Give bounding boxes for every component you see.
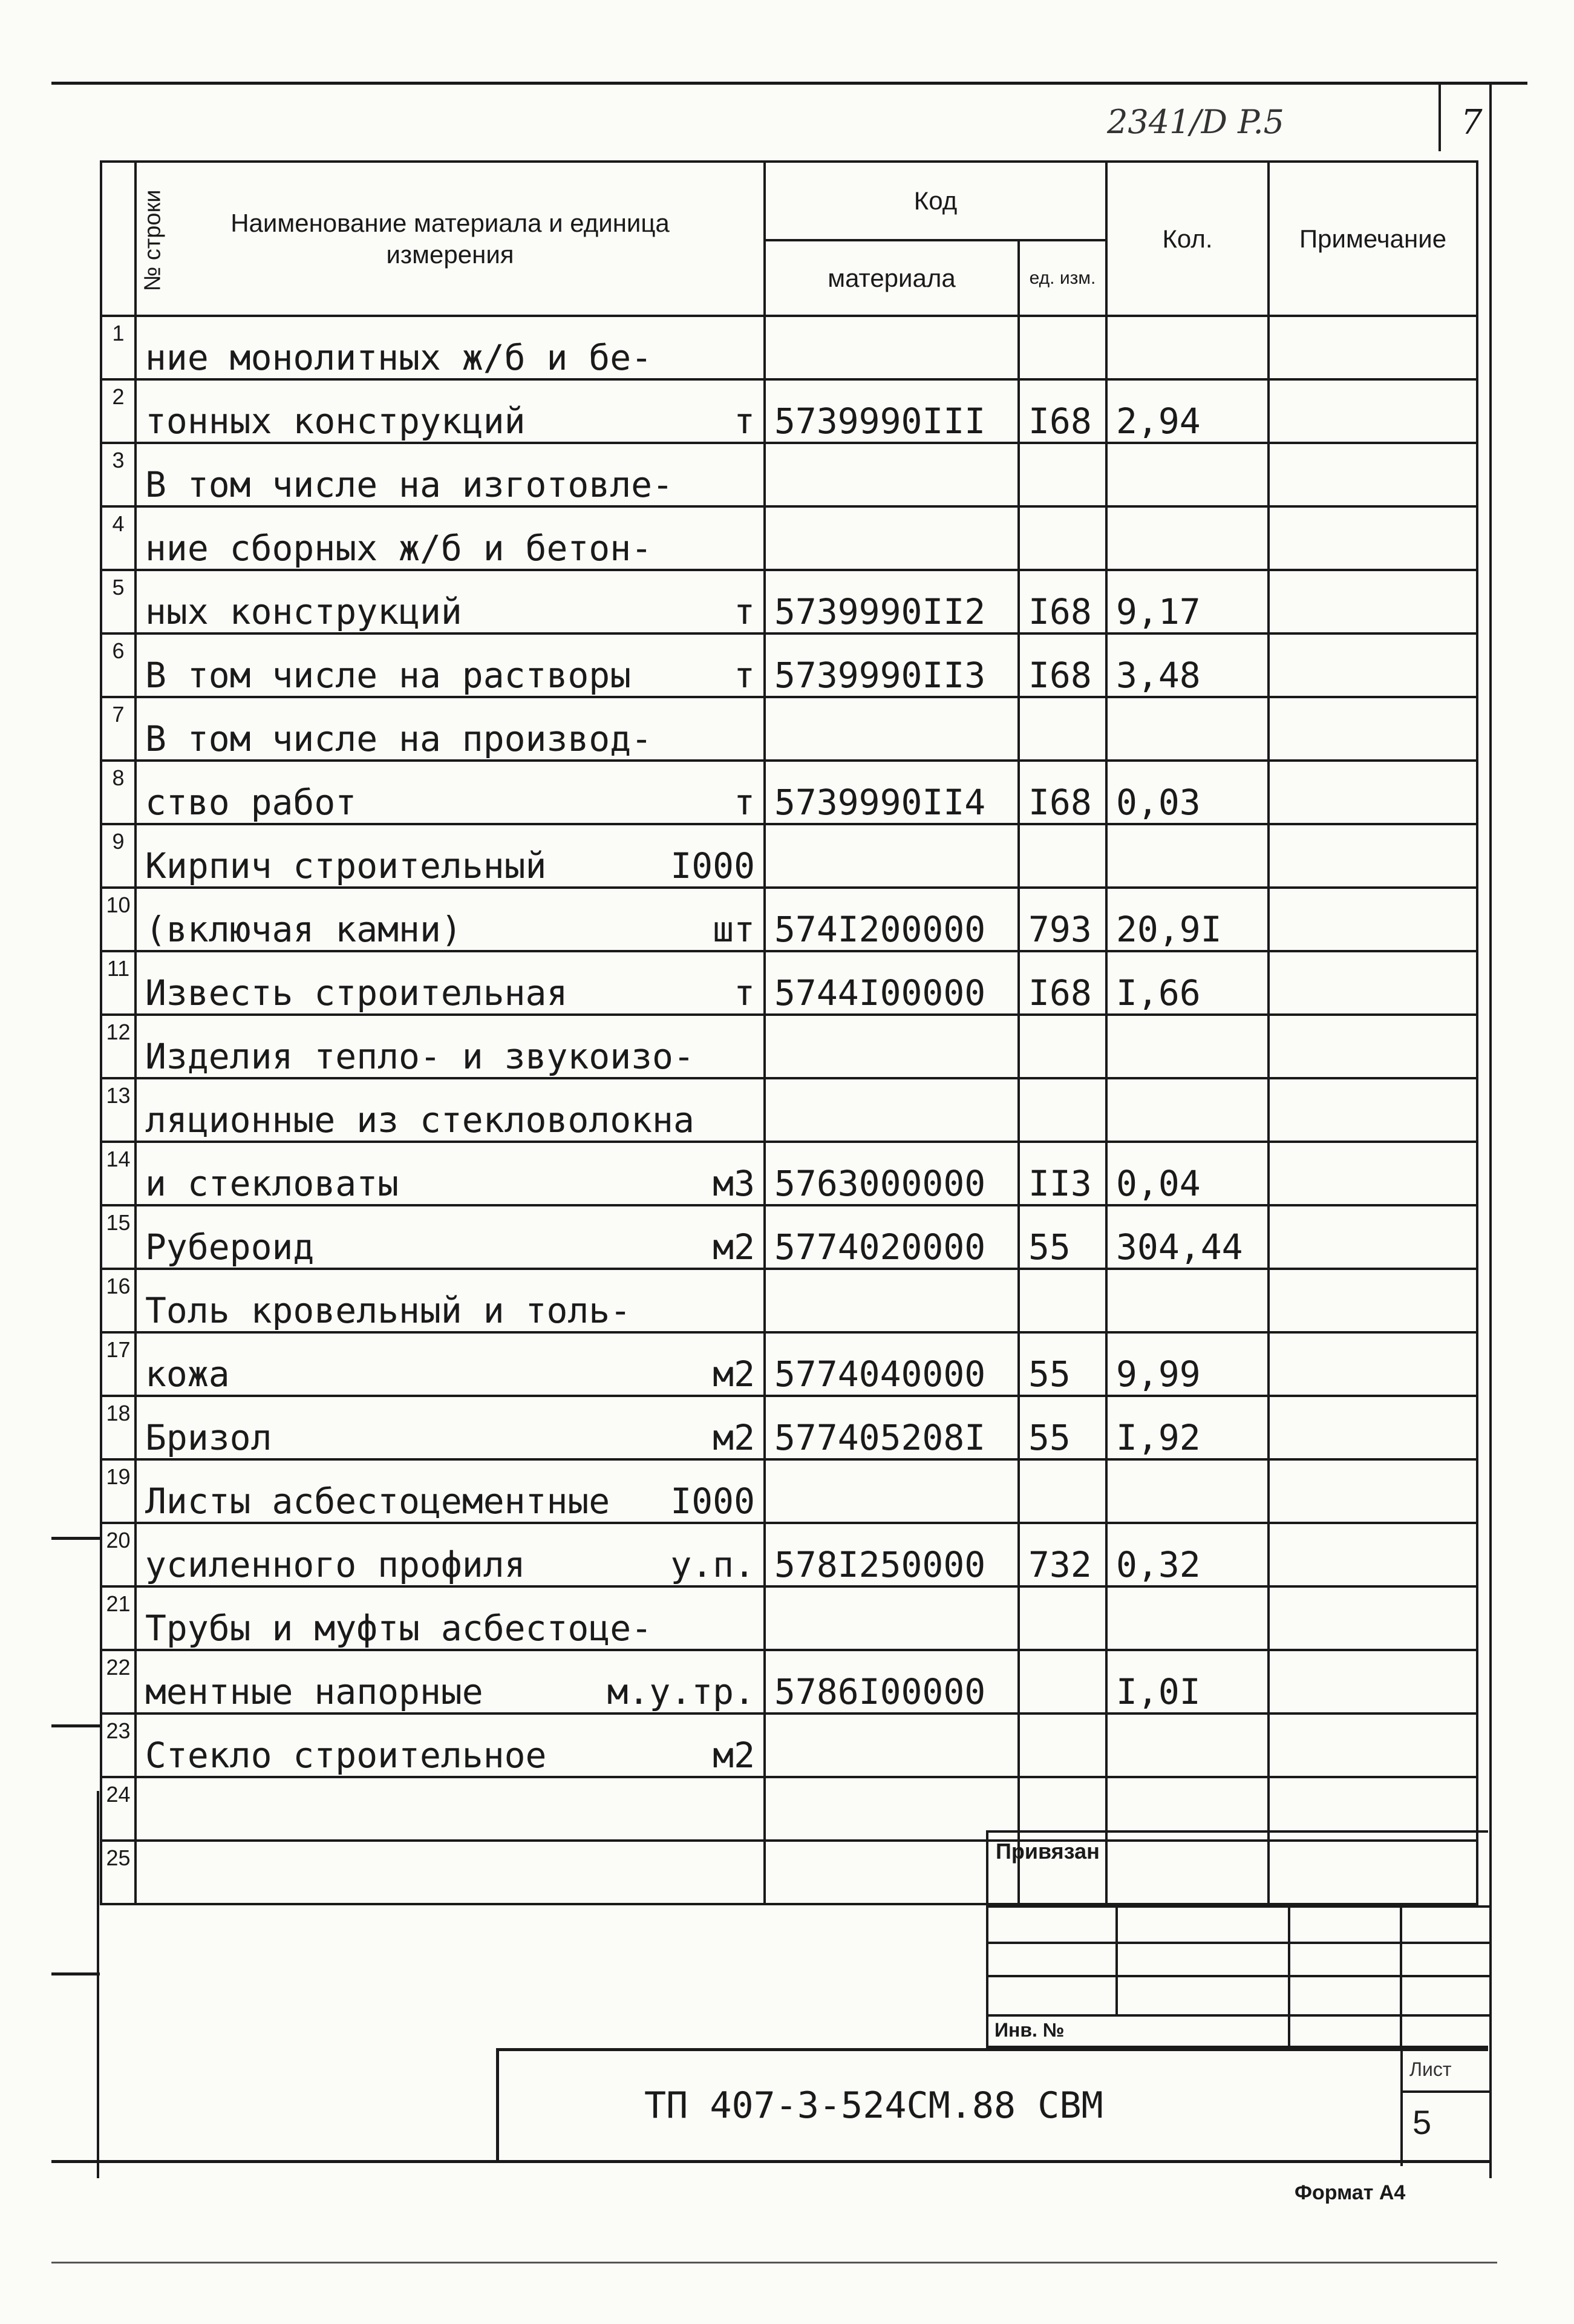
measure-unit: I000 <box>670 1481 755 1522</box>
table-row <box>101 1714 1477 1777</box>
table-row <box>101 570 1477 633</box>
table-row <box>101 506 1477 570</box>
note-cell <box>1269 888 1477 951</box>
quantity <box>1106 1015 1269 1078</box>
quantity: 0,32 <box>1106 1523 1269 1586</box>
row-number: 22 <box>101 1650 136 1714</box>
list-label: Лист <box>1409 2058 1452 2080</box>
unit-code <box>1019 1714 1106 1777</box>
material-name: ментные напорные <box>145 1671 483 1712</box>
unit-code <box>1019 1078 1106 1142</box>
right-frame-line <box>1489 85 1492 2178</box>
row-number: 24 <box>101 1777 136 1841</box>
row-number: 17 <box>101 1332 136 1396</box>
material-code <box>765 1586 1019 1650</box>
material-name: Известь строительная <box>145 972 568 1013</box>
quantity <box>1106 1078 1269 1142</box>
material-name: (включая камни) <box>145 909 462 950</box>
measure-unit: I000 <box>670 845 755 886</box>
note-cell <box>1269 633 1477 697</box>
material-name: В том числе на изготовле- <box>145 464 673 505</box>
measure-unit: т <box>734 972 755 1013</box>
note-cell <box>1269 1586 1477 1650</box>
row-number: 13 <box>101 1078 136 1142</box>
table-row <box>101 379 1477 443</box>
material-name: и стекловаты <box>145 1163 399 1204</box>
unit-code <box>1019 316 1106 379</box>
margin-tick-3 <box>51 1972 100 1975</box>
list-number: 5 <box>1412 2103 1432 2141</box>
material-code <box>765 824 1019 888</box>
unit-code: 55 <box>1019 1332 1106 1396</box>
material-name: Стекло строительное <box>145 1735 547 1776</box>
row-number: 1 <box>101 316 136 379</box>
quantity: 304,44 <box>1106 1205 1269 1269</box>
note-cell <box>1269 761 1477 824</box>
note-cell <box>1269 1459 1477 1523</box>
material-code <box>765 1078 1019 1142</box>
material-name-cell <box>136 1015 765 1078</box>
table-row <box>101 888 1477 951</box>
row-number: 5 <box>101 570 136 633</box>
material-name: Листы асбестоцементные <box>145 1481 610 1522</box>
material-name: Бризол <box>145 1417 272 1458</box>
quantity: I,92 <box>1106 1396 1269 1459</box>
row-number: 9 <box>101 824 136 888</box>
material-name: ляционные из стекловолокна <box>145 1099 694 1141</box>
note-cell <box>1269 506 1477 570</box>
quantity <box>1106 316 1269 379</box>
measure-unit: м2 <box>713 1735 755 1776</box>
table-row <box>101 1015 1477 1078</box>
material-name-cell <box>136 1142 765 1205</box>
material-name-cell <box>136 1396 765 1459</box>
code-header: Код <box>765 162 1106 240</box>
note-cell <box>1269 1650 1477 1714</box>
material-code <box>765 1714 1019 1777</box>
quantity: 0,04 <box>1106 1142 1269 1205</box>
table-row <box>101 443 1477 506</box>
material-name-cell <box>136 1205 765 1269</box>
material-name-cell <box>136 1078 765 1142</box>
note-cell <box>1269 1205 1477 1269</box>
material-code <box>765 697 1019 761</box>
note-cell <box>1269 570 1477 633</box>
measure-unit: м3 <box>713 1163 755 1204</box>
material-name: В том числе на растворы <box>145 655 632 696</box>
bottom-frame-line <box>51 2160 1491 2163</box>
document-reference: 2341/D P.5 <box>1107 103 1284 141</box>
quantity: I,66 <box>1106 951 1269 1015</box>
row-number: 25 <box>101 1841 136 1904</box>
unit-code: I68 <box>1019 570 1106 633</box>
privyazan-vline-3 <box>1400 1905 1402 2051</box>
material-name-cell <box>136 316 765 379</box>
row-number: 3 <box>101 443 136 506</box>
unit-code: 793 <box>1019 888 1106 951</box>
unit-code: 55 <box>1019 1396 1106 1459</box>
sheet-number-top: 7 <box>1461 103 1483 142</box>
material-name-cell <box>136 697 765 761</box>
note-cell <box>1269 951 1477 1015</box>
unit-code: I68 <box>1019 633 1106 697</box>
quantity <box>1106 1714 1269 1777</box>
row-number: 11 <box>101 951 136 1015</box>
material-code: 5786I00000 <box>765 1650 1019 1714</box>
title-block <box>496 2048 1488 2163</box>
measure-unit: м2 <box>713 1226 755 1268</box>
row-number: 4 <box>101 506 136 570</box>
table-row <box>101 697 1477 761</box>
material-name: Кирпич строительный <box>145 845 547 886</box>
table-row <box>101 1523 1477 1586</box>
privyazan-vline-1 <box>1115 1905 1118 2014</box>
material-name: тонных конструкций <box>145 401 526 442</box>
format-label: Формат А4 <box>1295 2181 1406 2204</box>
quantity <box>1106 1269 1269 1332</box>
quantity <box>1106 824 1269 888</box>
top-frame-line <box>51 82 1527 85</box>
note-cell <box>1269 1142 1477 1205</box>
bottom-dashed-line <box>51 2262 1497 2263</box>
unit-code: 732 <box>1019 1523 1106 1586</box>
unit-code <box>1019 1269 1106 1332</box>
material-code <box>765 316 1019 379</box>
quantity: 0,03 <box>1106 761 1269 824</box>
row-number: 6 <box>101 633 136 697</box>
material-name-cell <box>136 506 765 570</box>
unit-code: II3 <box>1019 1142 1106 1205</box>
note-cell <box>1269 443 1477 506</box>
row-number: 15 <box>101 1205 136 1269</box>
privyazan-line-4 <box>988 2014 1491 2017</box>
margin-tick-1 <box>51 1537 100 1540</box>
row-number: 21 <box>101 1586 136 1650</box>
material-name: Рубероид <box>145 1226 315 1268</box>
material-code: 5739990III <box>765 379 1019 443</box>
row-number: 8 <box>101 761 136 824</box>
table-row <box>101 1269 1477 1332</box>
material-code: 578I250000 <box>765 1523 1019 1586</box>
table-row <box>101 1650 1477 1714</box>
quantity: 9,17 <box>1106 570 1269 633</box>
unit-code <box>1019 443 1106 506</box>
materials-table <box>100 160 1478 1905</box>
material-name: ство работ <box>145 782 357 823</box>
note-cell <box>1269 1523 1477 1586</box>
measure-unit: т <box>734 591 755 632</box>
material-code: 5739990II2 <box>765 570 1019 633</box>
material-code: 574I200000 <box>765 888 1019 951</box>
rownum-header: № строки <box>101 162 136 316</box>
measure-unit: м.у.тр. <box>607 1671 755 1712</box>
material-code: 5774020000 <box>765 1205 1019 1269</box>
table-row <box>101 633 1477 697</box>
note-cell <box>1269 824 1477 888</box>
unit-code: I68 <box>1019 761 1106 824</box>
unit-code <box>1019 697 1106 761</box>
row-number: 18 <box>101 1396 136 1459</box>
privyazan-line-3 <box>988 1975 1491 1977</box>
privyazan-vline-2 <box>1288 1905 1290 2051</box>
material-name-cell <box>136 1714 765 1777</box>
material-name: кожа <box>145 1353 230 1395</box>
table-row <box>101 1142 1477 1205</box>
material-name-cell <box>136 1586 765 1650</box>
unit-code: 55 <box>1019 1205 1106 1269</box>
quantity <box>1106 1459 1269 1523</box>
material-name: Толь кровельный и толь- <box>145 1290 632 1331</box>
privyazan-box <box>986 1830 1488 2048</box>
table-row <box>101 1205 1477 1269</box>
unit-code <box>1019 824 1106 888</box>
material-name-cell <box>136 1841 765 1904</box>
margin-tick-2 <box>51 1724 100 1727</box>
material-code: 5774040000 <box>765 1332 1019 1396</box>
material-code: 5744I00000 <box>765 951 1019 1015</box>
left-frame-line <box>97 1791 99 2178</box>
row-number: 2 <box>101 379 136 443</box>
row-number: 10 <box>101 888 136 951</box>
list-divider-v <box>1400 2051 1403 2166</box>
material-code: 5739990II3 <box>765 633 1019 697</box>
code-unit-header: ед. изм. <box>1019 240 1106 316</box>
material-name: В том числе на производ- <box>145 718 653 759</box>
material-name-cell <box>136 633 765 697</box>
row-number: 20 <box>101 1523 136 1586</box>
measure-unit: т <box>734 655 755 696</box>
row-number: 14 <box>101 1142 136 1205</box>
note-cell <box>1269 379 1477 443</box>
quantity: 9,99 <box>1106 1332 1269 1396</box>
row-number: 7 <box>101 697 136 761</box>
material-name: ных конструкций <box>145 591 462 632</box>
note-cell <box>1269 1078 1477 1142</box>
material-name: ние монолитных ж/б и бе- <box>145 337 653 378</box>
material-code: 577405208I <box>765 1396 1019 1459</box>
material-name-cell <box>136 1523 765 1586</box>
unit-code <box>1019 1015 1106 1078</box>
name-header: Наименование материала и единица измерения <box>136 162 765 316</box>
material-name-cell <box>136 1777 765 1841</box>
table-row <box>101 1396 1477 1459</box>
table-row <box>101 1332 1477 1396</box>
material-name-cell <box>136 1269 765 1332</box>
measure-unit: т <box>734 782 755 823</box>
privyazan-line-2 <box>988 1942 1491 1944</box>
unit-code <box>1019 1459 1106 1523</box>
material-name-cell <box>136 570 765 633</box>
material-name-cell <box>136 1332 765 1396</box>
quantity: 20,9I <box>1106 888 1269 951</box>
material-code: 5763000000 <box>765 1142 1019 1205</box>
measure-unit: у.п. <box>670 1544 755 1585</box>
table-row <box>101 1078 1477 1142</box>
quantity <box>1106 697 1269 761</box>
measure-unit: м2 <box>713 1417 755 1458</box>
material-name-cell <box>136 1459 765 1523</box>
row-number: 16 <box>101 1269 136 1332</box>
table-row <box>101 1586 1477 1650</box>
note-cell <box>1269 316 1477 379</box>
unit-code <box>1019 506 1106 570</box>
table-row <box>101 824 1477 888</box>
material-name-cell <box>136 888 765 951</box>
note-cell <box>1269 697 1477 761</box>
quantity <box>1106 506 1269 570</box>
table-row <box>101 1459 1477 1523</box>
row-number: 19 <box>101 1459 136 1523</box>
inv-no-label: Инв. № <box>994 2019 1065 2041</box>
material-name: Изделия тепло- и звукоизо- <box>145 1036 694 1077</box>
table-row <box>101 316 1477 379</box>
list-divider-h <box>1400 2090 1491 2093</box>
note-cell <box>1269 1714 1477 1777</box>
privyazan-label: Привязан <box>996 1839 1100 1864</box>
material-name-cell <box>136 443 765 506</box>
table-row <box>101 951 1477 1015</box>
material-code: 5739990II4 <box>765 761 1019 824</box>
qty-header: Кол. <box>1106 162 1269 316</box>
material-code <box>765 443 1019 506</box>
material-name-cell <box>136 1650 765 1714</box>
row-number: 12 <box>101 1015 136 1078</box>
material-name-cell <box>136 761 765 824</box>
material-code <box>765 1841 1019 1904</box>
row-number: 23 <box>101 1714 136 1777</box>
note-cell <box>1269 1269 1477 1332</box>
material-name-cell <box>136 824 765 888</box>
quantity <box>1106 1586 1269 1650</box>
note-cell <box>1269 1015 1477 1078</box>
measure-unit: т <box>734 401 755 442</box>
material-name: усиленного профиля <box>145 1544 526 1585</box>
material-code <box>765 1015 1019 1078</box>
unit-code <box>1019 1586 1106 1650</box>
note-cell <box>1269 1332 1477 1396</box>
material-code <box>765 1777 1019 1841</box>
note-header: Примечание <box>1269 162 1477 316</box>
material-name: ние сборных ж/б и бетон- <box>145 528 653 569</box>
measure-unit: м2 <box>713 1353 755 1395</box>
privyazan-line-1 <box>988 1905 1491 1908</box>
unit-code: I68 <box>1019 951 1106 1015</box>
table-row <box>101 761 1477 824</box>
top-sheet-divider <box>1438 85 1441 151</box>
quantity: 2,94 <box>1106 379 1269 443</box>
material-name-cell <box>136 379 765 443</box>
quantity <box>1106 443 1269 506</box>
code-material-header: материала <box>765 240 1019 316</box>
note-cell <box>1269 1396 1477 1459</box>
measure-unit: шт <box>713 909 755 950</box>
document-designation: ТП 407-3-524СМ.88 СВМ <box>644 2084 1103 2127</box>
quantity: I,0I <box>1106 1650 1269 1714</box>
quantity: 3,48 <box>1106 633 1269 697</box>
material-code <box>765 1459 1019 1523</box>
material-code <box>765 506 1019 570</box>
unit-code: I68 <box>1019 379 1106 443</box>
material-code <box>765 1269 1019 1332</box>
material-name: Трубы и муфты асбестоце- <box>145 1608 653 1649</box>
material-name-cell <box>136 951 765 1015</box>
unit-code <box>1019 1650 1106 1714</box>
